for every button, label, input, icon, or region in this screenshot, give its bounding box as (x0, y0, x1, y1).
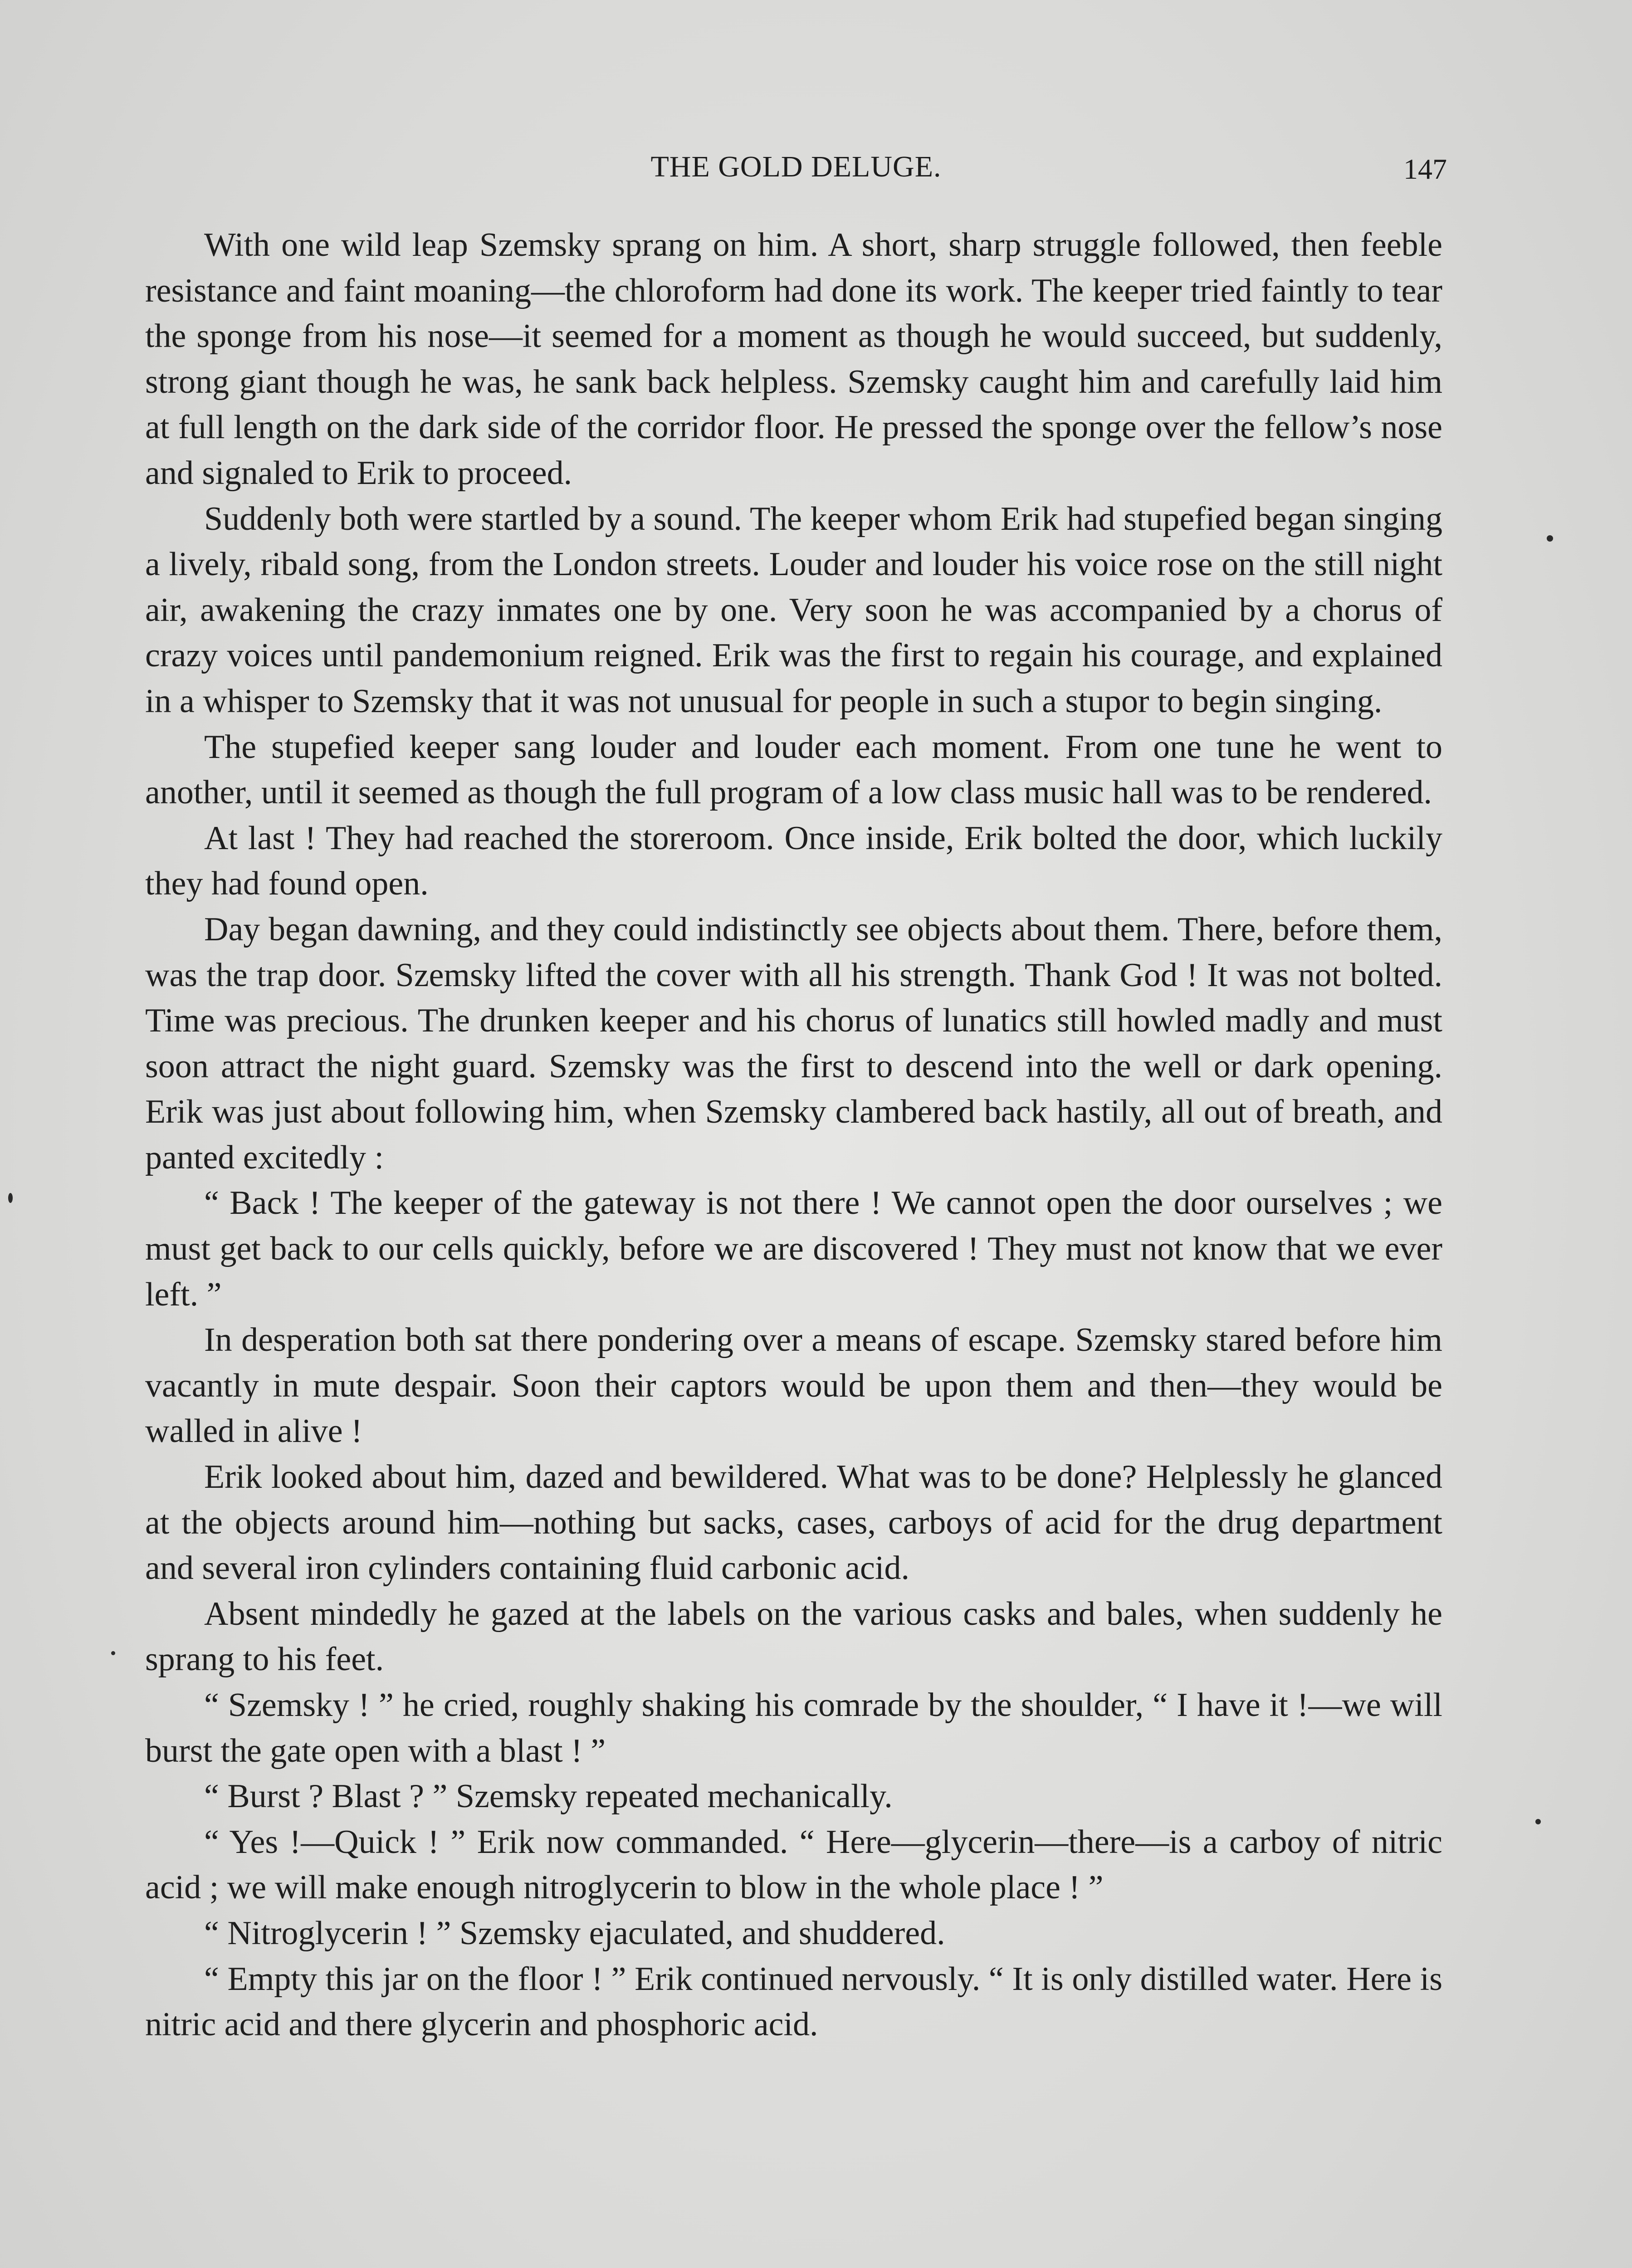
paragraph: In desperation both sat there pondering over a means of escape. Szemsky stared before him vacantly in mute despair. Soon their captors would be upon them and then—they would be walled in alive ! (145, 1321, 1442, 1450)
page-number: 147 (1403, 153, 1447, 185)
paper-speck (111, 1651, 115, 1655)
paragraph: “ Burst ? Blast ? ” Szemsky repeated mechanically. (204, 1778, 893, 1815)
paragraph: Suddenly both were startled by a sound. The keeper whom Erik had stupefied began singing a lively, ribald song, from the London streets. Louder and louder his voice rose on the still night air, awakening the crazy inmates one by one. Very soon he was accompanied by a chorus of crazy voices until pandemonium reigned. Erik was the first to regain his courage, and explained in a whisper to Szemsky that it was not unusual for people in such a stupor to begin singing. (145, 500, 1442, 720)
page-header (145, 150, 1447, 204)
paragraph: “ Yes !—Quick ! ” Erik now commanded. “ Here—glycerin—there—is a carboy of nitric acid ; we will make enough nitroglycerin to blow in the whole place ! ” (145, 1823, 1442, 1906)
paragraph: With one wild leap Szemsky sprang on him. A short, sharp struggle followed, then feeble resistance and faint moaning—the chloroform had done its work. The keeper tried faintly to tear the sponge from his nose—it seemed for a moment as though he would succeed, but suddenly, strong giant though he was, he sank back helpless. Szemsky caught him and carefully laid him at full length on the dark side of the corridor floor. He pressed the sponge over the fellow’s nose and signaled to Erik to proceed. (145, 226, 1442, 492)
paragraph: At last ! They had reached the storeroom. Once inside, Erik bolted the door, which luckily they had found open. (145, 819, 1442, 903)
paragraph: “ Empty this jar on the floor ! ” Erik continued nervously. “ It is only distilled water. Here is nitric acid and there glycerin and phosphoric acid. (145, 1960, 1442, 2043)
paper-speck (1547, 535, 1553, 542)
paper-speck (1535, 1819, 1541, 1824)
paragraph: Day began dawning, and they could indistinctly see objects about them. There, before them, was the trap door. Szemsky lifted the cover with all his strength. Thank God ! It was not bolted. Time was precious. The drunken keeper and his chorus of lunatics still howled madly and must soon attract the night guard. Szemsky was the first to descend into the well or dark opening. Erik was just about following him, when Szemsky clambered back hastily, all out of breath, and panted excitedly : (145, 910, 1442, 1176)
running-title: THE GOLD DELUGE. (650, 150, 942, 183)
paragraph: “ Szemsky ! ” he cried, roughly shaking his comrade by the shoulder, “ I have it !—we will burst the gate open with a blast ! ” (145, 1686, 1442, 1769)
paragraph: The stupefied keeper sang louder and louder each moment. From one tune he went to another, until it seemed as though the full program of a low class music hall was to be rendered. (145, 728, 1442, 811)
paper-speck (8, 1193, 13, 1203)
paragraph: Absent mindedly he gazed at the labels on the various casks and bales, when suddenly he sprang to his feet. (145, 1595, 1442, 1678)
paragraph: Erik looked about him, dazed and bewildered. What was to be done? Helplessly he glanced at the objects around him—nothing but sacks, cases, carboys of acid for the drug department and several iron cylinders containing fluid carbonic acid. (145, 1458, 1442, 1587)
paragraph: “ Back ! The keeper of the gateway is not there ! We cannot open the door ourselves ; we must get back to our cells quickly, before we are discovered ! They must not know that we ever left. ” (145, 1184, 1442, 1313)
body-text (145, 222, 1442, 2048)
paragraph: “ Nitroglycerin ! ” Szemsky ejaculated, and shuddered. (204, 1914, 945, 1952)
